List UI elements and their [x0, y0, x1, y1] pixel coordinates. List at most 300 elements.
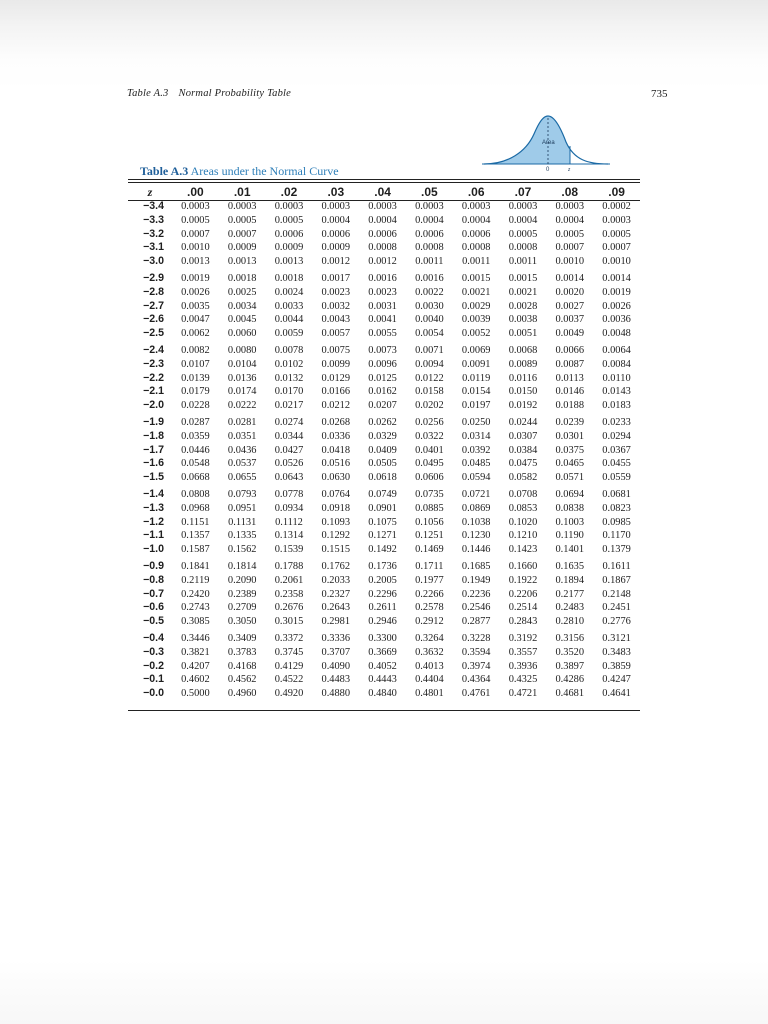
probability-cell: 0.1469	[415, 544, 444, 556]
probability-cell: 0.0028	[508, 300, 538, 312]
normal-probability-table	[128, 184, 640, 701]
probability-cell: 0.0143	[602, 386, 631, 398]
probability-cell: 0.0207	[368, 400, 397, 412]
probability-cell: 0.0170	[274, 386, 304, 398]
probability-cell: 0.0043	[321, 314, 351, 326]
probability-cell: 0.0336	[321, 430, 351, 442]
probability-cell: 0.0125	[368, 372, 397, 384]
probability-cell: 0.0051	[508, 328, 538, 340]
probability-cell: 0.2296	[368, 588, 397, 600]
probability-cell: 0.0019	[181, 272, 210, 284]
probability-cell: 0.1788	[274, 560, 304, 572]
probability-cell: 0.0192	[508, 400, 538, 412]
probability-cell: 0.2546	[461, 602, 491, 614]
probability-cell: 0.4721	[508, 688, 538, 700]
probability-cell: 0.3936	[508, 660, 538, 672]
table-row	[128, 615, 640, 629]
z-value: −3.2	[143, 227, 164, 240]
probability-cell: 0.2483	[555, 602, 585, 614]
probability-cell: 0.0104	[227, 358, 257, 370]
probability-cell: 0.3156	[555, 632, 585, 644]
probability-cell: 0.0268	[321, 416, 351, 428]
probability-cell: 0.2119	[181, 574, 210, 586]
probability-cell: 0.0233	[602, 416, 631, 428]
probability-cell: 0.4960	[227, 688, 257, 700]
probability-cell: 0.1357	[181, 530, 210, 542]
probability-cell: 0.0054	[415, 328, 444, 340]
z-value: −2.1	[143, 385, 164, 398]
probability-cell: 0.4483	[321, 674, 351, 686]
probability-cell: 0.0764	[321, 488, 351, 500]
probability-cell: 0.2709	[227, 602, 257, 614]
probability-cell: 0.0307	[508, 430, 538, 442]
probability-cell: 0.0749	[368, 488, 397, 500]
probability-cell: 0.2033	[321, 574, 351, 586]
probability-cell: 0.0901	[368, 502, 397, 514]
probability-cell: 0.0006	[368, 228, 397, 240]
probability-cell: 0.0110	[602, 372, 631, 384]
probability-cell: 0.0418	[321, 444, 351, 456]
z-value: −2.9	[143, 271, 164, 284]
probability-cell: 0.1003	[555, 516, 585, 528]
probability-cell: 0.1251	[415, 530, 444, 542]
probability-cell: 0.0869	[461, 502, 491, 514]
probability-cell: 0.1949	[461, 574, 491, 586]
z-value: −2.5	[143, 327, 164, 340]
area-label: Area	[542, 140, 555, 146]
probability-cell: 0.0012	[321, 256, 351, 268]
probability-cell: 0.0250	[461, 416, 491, 428]
probability-cell: 0.0694	[555, 488, 585, 500]
probability-cell: 0.0023	[368, 286, 397, 298]
probability-cell: 0.2420	[181, 588, 210, 600]
probability-cell: 0.0021	[508, 286, 538, 298]
probability-cell: 0.0778	[274, 488, 304, 500]
z-value: −2.8	[143, 285, 164, 298]
table-row	[128, 200, 640, 214]
probability-cell: 0.0082	[181, 344, 210, 356]
table-row	[128, 646, 640, 660]
probability-cell: 0.0032	[321, 300, 351, 312]
probability-cell: 0.0025	[227, 286, 257, 298]
probability-cell: 0.2981	[321, 616, 351, 628]
probability-cell: 0.3228	[461, 632, 491, 644]
bottom-rule	[128, 710, 640, 711]
z-value: −1.8	[143, 429, 164, 442]
probability-cell: 0.1271	[368, 530, 397, 542]
table-row	[128, 228, 640, 242]
table-row	[128, 529, 640, 543]
probability-cell: 0.1151	[181, 516, 210, 528]
probability-cell: 0.1762	[321, 560, 351, 572]
probability-cell: 0.2676	[274, 602, 304, 614]
probability-cell: 0.2327	[321, 588, 351, 600]
z-value: −2.6	[143, 313, 164, 326]
probability-cell: 0.0485	[461, 458, 491, 470]
probability-cell: 0.4207	[181, 660, 210, 672]
probability-cell: 0.0006	[461, 228, 491, 240]
probability-cell: 0.2514	[508, 602, 538, 614]
column-header: .09	[608, 185, 625, 199]
z-value: −0.9	[143, 559, 164, 572]
probability-cell: 0.0918	[321, 502, 351, 514]
probability-cell: 0.0013	[181, 256, 210, 268]
z-value: −3.3	[143, 213, 164, 226]
probability-cell: 0.0643	[274, 472, 304, 484]
probability-cell: 0.1867	[602, 574, 631, 586]
probability-cell: 0.0035	[181, 300, 210, 312]
probability-cell: 0.0003	[321, 201, 351, 212]
probability-cell: 0.1020	[508, 516, 538, 528]
table-row	[128, 413, 640, 430]
probability-cell: 0.0003	[181, 201, 210, 212]
probability-cell: 0.3085	[181, 616, 210, 628]
probability-cell: 0.0024	[274, 286, 304, 298]
probability-cell: 0.0367	[602, 444, 631, 456]
probability-cell: 0.0008	[368, 242, 397, 254]
probability-cell: 0.3121	[602, 632, 631, 644]
probability-cell: 0.0668	[181, 472, 210, 484]
probability-cell: 0.2578	[415, 602, 444, 614]
top-rule-double	[128, 182, 640, 183]
probability-cell: 0.0004	[555, 214, 585, 226]
probability-cell: 0.0003	[368, 201, 397, 212]
z-value: −0.0	[143, 687, 164, 700]
probability-cell: 0.0102	[274, 358, 304, 370]
probability-cell: 0.3446	[181, 632, 210, 644]
z-value: −0.3	[143, 645, 164, 658]
probability-cell: 0.0004	[415, 214, 444, 226]
probability-cell: 0.1635	[555, 560, 585, 572]
probability-cell: 0.0008	[461, 242, 491, 254]
probability-cell: 0.0281	[227, 416, 257, 428]
probability-cell: 0.0571	[555, 472, 585, 484]
probability-cell: 0.0409	[368, 444, 397, 456]
probability-cell: 0.0606	[415, 472, 444, 484]
column-header: .08	[561, 185, 579, 199]
table-body	[128, 200, 640, 701]
column-header: .07	[514, 185, 532, 199]
probability-cell: 0.2776	[602, 616, 631, 628]
probability-cell: 0.0016	[415, 272, 444, 284]
probability-cell: 0.0359	[181, 430, 210, 442]
probability-cell: 0.2005	[368, 574, 397, 586]
probability-cell: 0.3264	[415, 632, 444, 644]
probability-cell: 0.0011	[415, 256, 444, 268]
probability-cell: 0.3594	[461, 646, 491, 658]
column-header: .01	[233, 185, 251, 199]
probability-cell: 0.3520	[555, 646, 585, 658]
probability-cell: 0.0162	[368, 386, 397, 398]
probability-cell: 0.0045	[227, 314, 257, 326]
probability-cell: 0.3557	[508, 646, 538, 658]
table-row	[128, 358, 640, 372]
normal-curve-illustration	[478, 112, 614, 178]
table-row	[128, 372, 640, 386]
probability-cell: 0.0062	[181, 328, 210, 340]
caption-label: Table A.3	[140, 164, 189, 178]
probability-cell: 0.0004	[461, 214, 491, 226]
probability-cell: 0.0618	[368, 472, 397, 484]
probability-cell: 0.0132	[274, 372, 304, 384]
probability-cell: 0.0217	[274, 400, 304, 412]
probability-cell: 0.0951	[227, 502, 257, 514]
z-value: −0.1	[143, 673, 164, 686]
probability-cell: 0.2177	[555, 588, 585, 600]
probability-cell: 0.0934	[274, 502, 304, 514]
probability-cell: 0.3897	[555, 660, 585, 672]
probability-cell: 0.3707	[321, 646, 351, 658]
page-title: Normal Probability Table	[178, 88, 292, 99]
probability-cell: 0.4522	[274, 674, 304, 686]
probability-cell: 0.0071	[415, 344, 444, 356]
probability-cell: 0.0068	[508, 344, 538, 356]
probability-cell: 0.1446	[461, 544, 491, 556]
table-row	[128, 385, 640, 399]
table-row	[128, 516, 640, 530]
table-row	[128, 543, 640, 557]
probability-cell: 0.1230	[461, 530, 491, 542]
probability-cell: 0.0183	[602, 400, 631, 412]
probability-cell: 0.1093	[321, 516, 351, 528]
probability-cell: 0.0582	[508, 472, 538, 484]
probability-cell: 0.0008	[415, 242, 444, 254]
caption-text: Areas under the Normal Curve	[190, 164, 339, 178]
probability-cell: 0.1131	[228, 516, 257, 528]
z-value: −1.4	[143, 487, 164, 500]
probability-cell: 0.0037	[555, 314, 585, 326]
probability-cell: 0.1894	[555, 574, 585, 586]
table-row	[128, 502, 640, 516]
column-header: .00	[187, 185, 204, 199]
probability-cell: 0.1685	[461, 560, 491, 572]
probability-cell: 0.0113	[555, 372, 584, 384]
probability-cell: 0.0073	[368, 344, 397, 356]
probability-cell: 0.0006	[321, 228, 351, 240]
probability-cell: 0.0010	[602, 256, 631, 268]
probability-cell: 0.3300	[368, 632, 397, 644]
probability-cell: 0.0808	[181, 488, 210, 500]
probability-cell: 0.0314	[461, 430, 491, 442]
table-caption	[140, 164, 339, 179]
probability-cell: 0.0026	[181, 286, 210, 298]
probability-cell: 0.3372	[274, 632, 304, 644]
probability-cell: 0.3974	[461, 660, 491, 672]
table-reference: Table A.3	[127, 88, 169, 99]
probability-cell: 0.0455	[602, 458, 631, 470]
table-row	[128, 255, 640, 269]
probability-cell: 0.1562	[227, 544, 257, 556]
table-row	[128, 588, 640, 602]
probability-cell: 0.2389	[227, 588, 257, 600]
probability-cell: 0.0202	[415, 400, 444, 412]
probability-cell: 0.0256	[415, 416, 444, 428]
z-value: −2.7	[143, 299, 164, 312]
probability-cell: 0.3745	[274, 646, 304, 658]
probability-cell: 0.0078	[274, 344, 304, 356]
z-value: −1.0	[143, 543, 164, 556]
probability-cell: 0.2643	[321, 602, 351, 614]
probability-cell: 0.0069	[461, 344, 491, 356]
probability-cell: 0.0301	[555, 430, 585, 442]
probability-cell: 0.0047	[181, 314, 210, 326]
probability-cell: 0.0294	[602, 430, 631, 442]
probability-cell: 0.3632	[415, 646, 444, 658]
probability-cell: 0.0016	[368, 272, 397, 284]
probability-cell: 0.0793	[227, 488, 257, 500]
z-value: −1.9	[143, 415, 164, 428]
probability-cell: 0.0026	[602, 300, 631, 312]
table-row	[128, 300, 640, 314]
probability-cell: 0.4052	[368, 660, 397, 672]
probability-cell: 0.0010	[555, 256, 585, 268]
z-value: −1.3	[143, 501, 164, 514]
probability-cell: 0.4168	[227, 660, 257, 672]
probability-cell: 0.0004	[508, 214, 538, 226]
probability-cell: 0.1335	[227, 530, 257, 542]
probability-cell: 0.4090	[321, 660, 351, 672]
probability-cell: 0.0228	[181, 400, 210, 412]
probability-cell: 0.1190	[555, 530, 584, 542]
probability-cell: 0.0007	[227, 228, 257, 240]
probability-cell: 0.0526	[274, 458, 304, 470]
probability-cell: 0.0003	[602, 214, 631, 226]
probability-cell: 0.0014	[555, 272, 585, 284]
probability-cell: 0.0681	[602, 488, 631, 500]
probability-cell: 0.0044	[274, 314, 304, 326]
probability-cell: 0.0059	[274, 328, 304, 340]
probability-cell: 0.0013	[274, 256, 304, 268]
probability-cell: 0.3821	[181, 646, 210, 658]
probability-cell: 0.0008	[508, 242, 538, 254]
z-value: −0.8	[143, 573, 164, 586]
probability-cell: 0.0031	[368, 300, 397, 312]
probability-cell: 0.0537	[227, 458, 257, 470]
probability-cell: 0.1038	[461, 516, 491, 528]
probability-cell: 0.0274	[274, 416, 304, 428]
z-value: −3.4	[143, 200, 164, 212]
probability-cell: 0.2946	[368, 616, 397, 628]
probability-cell: 0.1056	[415, 516, 444, 528]
probability-cell: 0.0099	[321, 358, 351, 370]
probability-cell: 0.0375	[555, 444, 585, 456]
probability-cell: 0.0041	[368, 314, 397, 326]
probability-cell: 0.0013	[227, 256, 257, 268]
probability-cell: 0.2266	[415, 588, 444, 600]
probability-cell: 0.2061	[274, 574, 304, 586]
probability-cell: 0.2090	[227, 574, 257, 586]
table-row	[128, 214, 640, 228]
z-value: −0.6	[143, 601, 164, 614]
probability-cell: 0.0401	[415, 444, 444, 456]
probability-cell: 0.0119	[462, 372, 491, 384]
probability-cell: 0.0446	[181, 444, 210, 456]
probability-cell: 0.0002	[602, 201, 631, 212]
probability-cell: 0.0003	[461, 201, 491, 212]
probability-cell: 0.4761	[461, 688, 491, 700]
probability-cell: 0.0039	[461, 314, 491, 326]
probability-cell: 0.4404	[415, 674, 444, 686]
probability-cell: 0.0735	[415, 488, 444, 500]
probability-cell: 0.4247	[602, 674, 631, 686]
probability-cell: 0.2611	[368, 602, 397, 614]
probability-cell: 0.1112	[275, 516, 303, 528]
probability-cell: 0.0139	[181, 372, 210, 384]
probability-cell: 0.0005	[181, 214, 210, 226]
probability-cell: 0.0146	[555, 386, 585, 398]
probability-cell: 0.0087	[555, 358, 585, 370]
probability-cell: 0.0021	[461, 286, 491, 298]
table-row	[128, 341, 640, 358]
probability-cell: 0.3336	[321, 632, 351, 644]
probability-cell: 0.0023	[321, 286, 351, 298]
table-row	[128, 471, 640, 485]
probability-cell: 0.0066	[555, 344, 585, 356]
probability-cell: 0.4364	[461, 674, 491, 686]
probability-cell: 0.0005	[555, 228, 585, 240]
probability-cell: 0.1314	[274, 530, 304, 542]
probability-cell: 0.1292	[321, 530, 351, 542]
probability-cell: 0.0036	[602, 314, 631, 326]
probability-cell: 0.0548	[181, 458, 210, 470]
column-header: .03	[327, 185, 345, 199]
probability-cell: 0.1611	[602, 560, 631, 572]
probability-cell: 0.0019	[602, 286, 631, 298]
probability-cell: 0.0091	[461, 358, 491, 370]
probability-cell: 0.1075	[368, 516, 397, 528]
probability-cell: 0.1539	[274, 544, 304, 556]
probability-cell: 0.0033	[274, 300, 304, 312]
column-header: .04	[374, 185, 391, 199]
probability-cell: 0.1515	[321, 544, 351, 556]
probability-cell: 0.0465	[555, 458, 585, 470]
probability-cell: 0.0080	[227, 344, 257, 356]
probability-cell: 0.3192	[508, 632, 538, 644]
table-row	[128, 557, 640, 574]
table-row	[128, 269, 640, 286]
probability-cell: 0.4325	[508, 674, 538, 686]
probability-cell: 0.0018	[227, 272, 257, 284]
probability-cell: 0.0030	[415, 300, 444, 312]
probability-cell: 0.0049	[555, 328, 585, 340]
probability-cell: 0.2912	[415, 616, 444, 628]
probability-cell: 0.0853	[508, 502, 538, 514]
probability-cell: 0.0436	[227, 444, 257, 456]
probability-cell: 0.0060	[227, 328, 257, 340]
probability-cell: 0.4801	[415, 688, 444, 700]
probability-cell: 0.0516	[321, 458, 351, 470]
probability-cell: 0.0009	[274, 242, 304, 254]
probability-cell: 0.4681	[555, 688, 585, 700]
table-row	[128, 286, 640, 300]
probability-cell: 0.0166	[321, 386, 351, 398]
page-number: 735	[651, 88, 668, 100]
table-row	[128, 485, 640, 502]
probability-cell: 0.1401	[555, 544, 585, 556]
probability-cell: 0.0014	[602, 272, 631, 284]
probability-cell: 0.0188	[555, 400, 585, 412]
table-row	[128, 687, 640, 701]
probability-cell: 0.0009	[227, 242, 257, 254]
table-row	[128, 399, 640, 413]
table-row	[128, 660, 640, 674]
probability-cell: 0.0495	[415, 458, 444, 470]
probability-cell: 0.0089	[508, 358, 538, 370]
z-value: −0.5	[143, 615, 164, 628]
probability-cell: 0.0005	[602, 228, 631, 240]
probability-cell: 0.0823	[602, 502, 631, 514]
probability-cell: 0.4443	[368, 674, 397, 686]
